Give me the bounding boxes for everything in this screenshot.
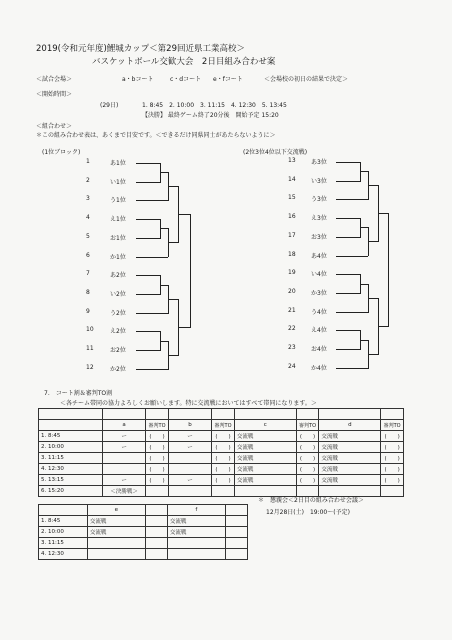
slot-number: 2. xyxy=(41,444,47,450)
cell-e-ref xyxy=(145,538,167,549)
slot-number: 1. xyxy=(41,518,47,524)
cell-f: 交流戦 xyxy=(167,516,225,527)
slot-cell xyxy=(39,453,103,464)
left-third-line xyxy=(160,200,168,201)
cell-b-ref: ( ) xyxy=(212,442,235,453)
slot-time: 13:15 xyxy=(48,477,64,483)
cell-a-ref: ( ) xyxy=(146,453,169,464)
court-bottom-row xyxy=(39,538,248,549)
right-seed-line xyxy=(336,162,360,163)
right-team: う3位 xyxy=(311,196,327,204)
start-label: ＜開始時間＞ xyxy=(36,91,73,98)
social-line2: 12月28日(土) 19:00～(予定) xyxy=(266,509,350,516)
slot-number: 3. xyxy=(41,540,47,546)
left-seed-number: 7 xyxy=(86,270,90,278)
venue-label: ＜試合会場＞ xyxy=(36,76,73,83)
cell-c: 交流戦 xyxy=(234,431,296,442)
slot-cell xyxy=(39,549,88,560)
left-team: う2位 xyxy=(110,309,126,317)
slot-cell xyxy=(39,464,103,475)
left-semi-out xyxy=(178,214,190,215)
left-seed-number: 1 xyxy=(86,158,90,165)
cell-b-ref xyxy=(212,486,235,497)
left-semi-out xyxy=(178,327,190,328)
right-bracket-heading: (2位3位4位以下交流戦) xyxy=(243,149,308,156)
left-seed-line xyxy=(136,219,160,220)
right-semi-out xyxy=(378,326,388,327)
right-seed-number: 13 xyxy=(288,157,296,164)
right-seed-number: 16 xyxy=(288,213,296,221)
left-team: え2位 xyxy=(110,328,126,336)
left-seed-line xyxy=(136,331,160,332)
cell-a-ref: ( ) xyxy=(146,431,169,442)
col-b-ref: 審判TO xyxy=(212,420,235,431)
cell-f xyxy=(167,538,225,549)
court-bottom-row xyxy=(39,516,248,527)
cell-c: 交流戦 xyxy=(234,475,296,486)
left-group-out xyxy=(168,242,178,243)
slot-time: 10:00 xyxy=(48,444,64,450)
right-team: う4位 xyxy=(311,308,327,316)
left-seed-line xyxy=(136,182,160,183)
right-team: お4位 xyxy=(311,346,327,353)
right-seed-number: 19 xyxy=(288,269,296,277)
cell-f-ref xyxy=(225,527,247,538)
left-pair-out xyxy=(160,172,168,173)
left-third-line xyxy=(160,313,168,314)
left-group-out xyxy=(168,186,178,187)
slot-cell xyxy=(39,516,88,527)
right-group-out xyxy=(368,298,378,299)
cell-d: 交流戦 xyxy=(319,442,381,453)
right-seed-number: 24 xyxy=(288,362,296,370)
col-b: b xyxy=(168,420,211,431)
left-bracket-heading: (1位ブロック) xyxy=(42,149,81,156)
left-team: う1位 xyxy=(110,197,126,205)
cell-a: ＜決勝戦＞ xyxy=(102,486,145,497)
slot-time: 15:20 xyxy=(48,488,64,494)
col-d: d xyxy=(319,420,381,431)
cell-b-ref: ( ) xyxy=(212,464,235,475)
cell-b: ー xyxy=(168,475,211,486)
left-team: あ1位 xyxy=(110,160,126,167)
cell-b: ー xyxy=(168,431,211,442)
right-seed-number: 20 xyxy=(288,287,296,295)
slot-number: 5. xyxy=(41,477,47,483)
cell-e xyxy=(87,549,145,560)
cell-f xyxy=(167,549,225,560)
cell-c-ref: ( ) xyxy=(296,431,319,442)
cell-e-ref xyxy=(145,549,167,560)
slot-cell xyxy=(39,442,103,453)
cell-c: 交流戦 xyxy=(234,464,296,475)
cell-b-ref: ( ) xyxy=(212,431,235,442)
slot-number: 4. xyxy=(41,551,47,557)
slot-time: 11:15 xyxy=(48,455,64,461)
left-pair-out xyxy=(160,228,168,229)
title-line1: 2019(令和元年度)鯉城カップ＜第29回近県工業高校＞ xyxy=(36,44,245,54)
cell-d: 交流戦 xyxy=(319,475,381,486)
right-team: あ3位 xyxy=(311,159,327,166)
left-seed-number: 12 xyxy=(86,363,94,371)
left-third-line xyxy=(160,369,168,370)
cell-f-ref xyxy=(225,516,247,527)
left-final-connector xyxy=(190,214,191,327)
slot-time: 10:00 xyxy=(48,529,64,535)
right-team: あ4位 xyxy=(311,252,327,260)
final-note: 【決勝】 最終ゲーム終了20分後 開始予定 15:20 xyxy=(142,112,279,119)
col-e: e xyxy=(87,505,145,516)
social-line1: ＊ 懇親会＜2日目の組み合わせ会議＞ xyxy=(258,497,364,504)
cell-e xyxy=(87,538,145,549)
court-top-row xyxy=(39,464,404,475)
left-team: お2位 xyxy=(110,347,126,354)
cell-a: ー xyxy=(102,431,145,442)
cell-a-ref xyxy=(146,486,169,497)
slot-number: 3. xyxy=(41,455,47,461)
cell-d-ref xyxy=(381,486,404,497)
cell-a-ref: ( ) xyxy=(146,475,169,486)
venue-note: ＜会場校の初日の結果で決定＞ xyxy=(264,76,349,83)
right-team: え3位 xyxy=(311,215,327,223)
left-seed-line xyxy=(136,313,160,314)
right-seed-line xyxy=(336,312,360,313)
right-seed-line xyxy=(336,237,360,238)
left-seed-line xyxy=(136,200,160,201)
left-team: お1位 xyxy=(110,234,126,242)
right-final-connector xyxy=(388,213,389,326)
col-a: a xyxy=(102,420,145,431)
right-third-line xyxy=(360,368,368,369)
court-section-title: 7. コート割＆審判TO割 xyxy=(44,390,113,397)
col-a-ref: 審判TO xyxy=(146,420,169,431)
cell-d-ref: ( ) xyxy=(381,464,404,475)
court-top-row xyxy=(39,442,404,453)
right-team: お3位 xyxy=(311,233,327,241)
left-seed-line xyxy=(136,163,160,164)
left-team: か2位 xyxy=(110,365,126,373)
right-seed-number: 21 xyxy=(288,306,296,314)
cell-e: 交流戦 xyxy=(87,527,145,538)
cell-a: ー xyxy=(102,475,145,486)
court-bottom-row xyxy=(39,527,248,538)
col-d-ref: 審判TO xyxy=(381,420,404,431)
right-seed-line xyxy=(336,330,360,331)
left-seed-number: 8 xyxy=(86,288,90,296)
cell-b-ref: ( ) xyxy=(212,453,235,464)
cell-d-ref: ( ) xyxy=(381,431,404,442)
cell-b xyxy=(168,464,211,475)
slot-cell xyxy=(39,527,88,538)
right-team: か3位 xyxy=(311,289,327,297)
slot-cell xyxy=(39,538,88,549)
right-team: い3位 xyxy=(311,177,327,185)
slot-time: 8:45 xyxy=(48,518,61,524)
right-seed-line xyxy=(336,218,360,219)
court-bottom-header-row xyxy=(39,505,248,516)
right-pair-out xyxy=(360,340,368,341)
slot-cell xyxy=(39,475,103,486)
court-table-bottom xyxy=(38,504,248,560)
cell-c-ref: ( ) xyxy=(296,464,319,475)
right-seed-number: 14 xyxy=(288,175,296,183)
left-third-line xyxy=(160,257,168,258)
court-note: ＜各チーム帯同の協力よろしくお願いします。特に交流戦においてはすべて帯同になります。＞ xyxy=(60,400,317,407)
col-f: f xyxy=(167,505,225,516)
cell-d-ref: ( ) xyxy=(381,453,404,464)
slot-time: 8:45 xyxy=(48,433,61,439)
cell-a-ref: ( ) xyxy=(146,442,169,453)
cell-c: 交流戦 xyxy=(234,453,296,464)
left-pair-out xyxy=(160,285,168,286)
right-seed-line xyxy=(336,274,360,275)
court-bottom-row xyxy=(39,549,248,560)
right-seed-number: 18 xyxy=(288,250,296,258)
right-semi-out xyxy=(378,213,388,214)
slot-number: 2. xyxy=(41,529,47,535)
left-team: か1位 xyxy=(110,253,126,261)
col-c-ref: 審判TO xyxy=(296,420,319,431)
right-pair-out xyxy=(360,284,368,285)
left-seed-line xyxy=(136,294,160,295)
right-third-line xyxy=(360,256,368,257)
slot-number: 6. xyxy=(41,488,47,494)
left-seed-number: 2 xyxy=(86,176,90,184)
right-group-out xyxy=(368,354,378,355)
right-seed-number: 17 xyxy=(288,231,296,239)
cell-e-ref xyxy=(145,516,167,527)
right-team: い4位 xyxy=(311,271,327,279)
right-group-out xyxy=(368,185,378,186)
right-seed-line xyxy=(336,368,360,369)
left-group-out xyxy=(168,355,178,356)
cell-f-ref xyxy=(225,538,247,549)
right-group-out xyxy=(368,241,378,242)
right-team: か4位 xyxy=(311,364,327,372)
slot-number: 1. xyxy=(41,433,47,439)
cell-c-ref: ( ) xyxy=(296,442,319,453)
left-seed-line xyxy=(136,350,160,351)
slot-time: 11:15 xyxy=(48,540,64,546)
slot-number: 4. xyxy=(41,466,47,472)
left-seed-number: 9 xyxy=(86,307,90,315)
title-line2: バスケットボール交歓大会 2日目組み合わせ案 xyxy=(92,57,276,67)
right-seed-line xyxy=(336,181,360,182)
right-seed-line xyxy=(336,293,360,294)
col-c: c xyxy=(234,420,296,431)
right-team: え4位 xyxy=(311,327,327,335)
court-top-blank-row xyxy=(39,409,404,420)
left-seed-line xyxy=(136,275,160,276)
slot-cell xyxy=(39,431,103,442)
left-seed-number: 10 xyxy=(86,326,94,334)
right-seed-number: 15 xyxy=(288,194,296,202)
cell-c-ref: ( ) xyxy=(296,453,319,464)
cell-a xyxy=(102,464,145,475)
right-seed-line xyxy=(336,256,360,257)
slot-time: 12:30 xyxy=(48,551,64,557)
cell-f-ref xyxy=(225,549,247,560)
left-seed-line xyxy=(136,238,160,239)
left-seed-number: 4 xyxy=(86,214,90,222)
right-third-line xyxy=(360,312,368,313)
left-seed-number: 5 xyxy=(86,232,90,240)
court-top-header-row xyxy=(39,420,404,431)
cell-e: 交流戦 xyxy=(87,516,145,527)
cell-d-ref: ( ) xyxy=(381,475,404,486)
right-seed-number: 22 xyxy=(288,325,296,333)
cell-b-ref: ( ) xyxy=(212,475,235,486)
cell-f: 交流戦 xyxy=(167,527,225,538)
right-pair-out xyxy=(360,227,368,228)
cell-a: ー xyxy=(102,442,145,453)
slot-time: 12:30 xyxy=(48,466,64,472)
start-day: (29日) xyxy=(100,102,119,109)
cell-c: 交流戦 xyxy=(234,442,296,453)
venue-court-cd: c・dコート xyxy=(170,76,202,83)
venue-court-ef: e・fコート xyxy=(213,76,243,83)
start-times: 1. 8:45 2. 10:00 3. 11:15 4. 12:30 5. 13:45 xyxy=(142,102,287,109)
left-seed-number: 11 xyxy=(86,345,94,352)
court-top-row xyxy=(39,431,404,442)
cell-e-ref xyxy=(145,527,167,538)
right-third-line xyxy=(360,199,368,200)
cell-d: 交流戦 xyxy=(319,453,381,464)
cell-d: 交流戦 xyxy=(319,464,381,475)
left-seed-number: 6 xyxy=(86,251,90,259)
combo-note: ＊この組み合わせ表は、あくまで目安です。＜できるだけ同県同士があたらないように＞ xyxy=(36,132,276,139)
venue-court-ab: a・bコート xyxy=(122,76,154,83)
left-pair-out xyxy=(160,341,168,342)
left-team: い1位 xyxy=(110,178,126,186)
combo-label: ＜組合わせ＞ xyxy=(36,123,73,130)
cell-b xyxy=(168,486,211,497)
left-seed-line xyxy=(136,369,160,370)
right-seed-line xyxy=(336,199,360,200)
cell-b: ー xyxy=(168,442,211,453)
court-top-row xyxy=(39,475,404,486)
left-team: い2位 xyxy=(110,290,126,298)
left-seed-number: 3 xyxy=(86,195,90,203)
left-team: あ2位 xyxy=(110,272,126,280)
court-top-row xyxy=(39,453,404,464)
right-seed-line xyxy=(336,349,360,350)
court-table-top xyxy=(38,408,404,497)
cell-d-ref: ( ) xyxy=(381,442,404,453)
cell-c-ref: ( ) xyxy=(296,475,319,486)
cell-a-ref: ( ) xyxy=(146,464,169,475)
right-seed-number: 23 xyxy=(288,344,296,351)
cell-a xyxy=(102,453,145,464)
cell-b xyxy=(168,453,211,464)
left-team: え1位 xyxy=(110,216,126,224)
left-seed-line xyxy=(136,257,160,258)
cell-d: 交流戦 xyxy=(319,431,381,442)
slot-cell xyxy=(39,486,103,497)
left-group-out xyxy=(168,299,178,300)
right-pair-out xyxy=(360,171,368,172)
